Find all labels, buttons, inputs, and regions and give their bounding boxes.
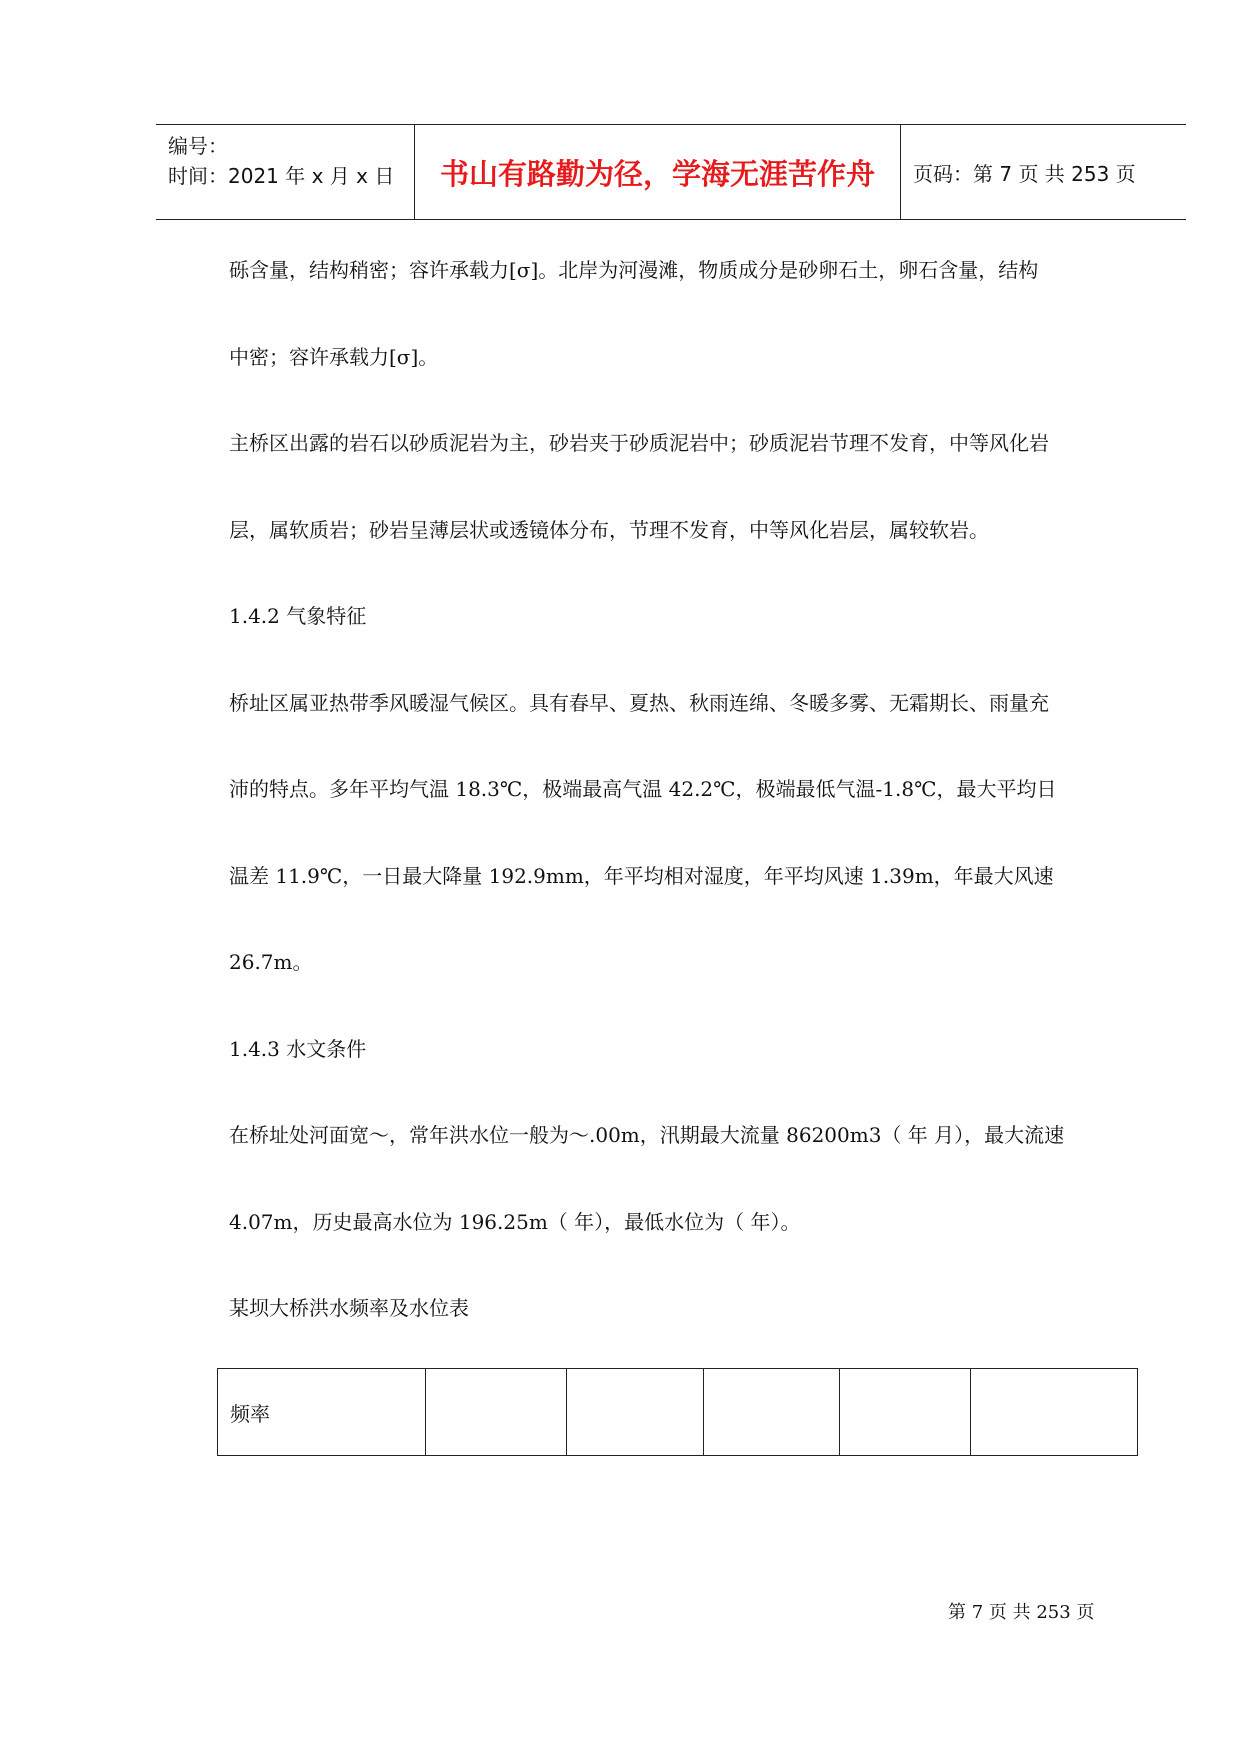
body-line: 层，属软质岩；砂岩呈薄层状或透镜体分布，节理不发育，中等风化岩层，属较软岩。 [229,517,989,542]
table-row [218,1369,1138,1456]
body-line: 26.7m。 [229,950,313,974]
body-line: 在桥址处河面宽～，常年洪水位一般为～.00m，汛期最大流量 86200m3（ 年 月），最大流速 [229,1123,1065,1147]
body-line: 沛的特点。多年平均气温 18.3℃，极端最高气温 42.2℃，极端最低气温-1.8℃，最大平均日 [229,777,1057,801]
table-cell [971,1369,1138,1456]
body-line: 桥址区属亚热带季风暖湿气候区。具有春早、夏热、秋雨连绵、冬暖多雾、无霜期长、雨量充 [229,690,1049,715]
body-line: 温差 11.9℃，一日最大降量 192.9mm，年平均相对湿度，年平均风速 1.39m，年最大风速 [229,863,1054,888]
body-line: 主桥区出露的岩石以砂质泥岩为主，砂岩夹于砂质泥岩中；砂质泥岩节理不发育，中等风化岩 [229,431,1049,455]
body-line: 砾含量，结构稍密；容许承载力[σ]。北岸为河漫滩，物质成分是砂卵石土，卵石含量，结构 [229,258,1039,282]
table-row-label: 频率 [218,1369,426,1456]
header-meta [156,125,415,219]
number-label: 编号： [168,134,228,158]
flood-frequency-table [217,1368,1138,1456]
document-body [229,255,1109,1380]
section-heading: 1.4.3 水文条件 [229,1036,367,1061]
date-label: 时间：2021 年 x 月 x 日 [168,164,395,188]
table-caption: 某坝大桥洪水频率及水位表 [229,1296,469,1320]
table-cell [704,1369,840,1456]
header-motto: 书山有路勤为径，学海无涯苦作舟 [415,125,901,219]
table-cell [840,1369,971,1456]
table-cell [567,1369,704,1456]
body-line: 4.07m，历史最高水位为 196.25m（ 年），最低水位为（ 年）。 [229,1209,801,1234]
section-heading: 1.4.2 气象特征 [229,604,367,628]
header-page-info: 页码：第 7 页 共 253 页 [913,161,1136,186]
page-footer: 第 7 页 共 253 页 [948,1602,1095,1623]
body-line: 中密；容许承载力[σ]。 [229,344,439,369]
page-header [156,124,1186,220]
table-cell [426,1369,567,1456]
